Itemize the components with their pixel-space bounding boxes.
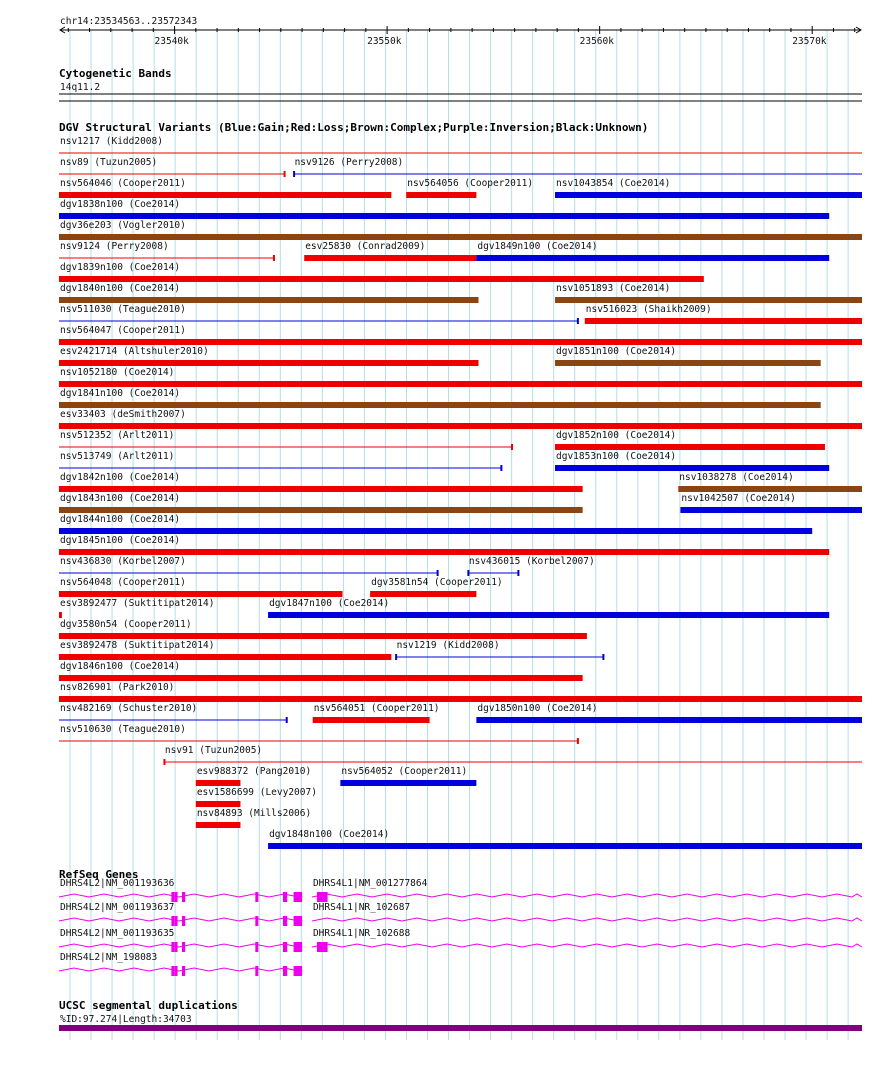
dgv-variant[interactable] [59, 724, 578, 744]
ruler-tick-label: 23550k [367, 36, 402, 47]
refseq-exon [283, 942, 287, 952]
dgv-variant-bar [585, 318, 862, 324]
refseq-intron-line [59, 918, 302, 921]
dgv-variant-bar [196, 780, 241, 786]
dgv-variant-bar [304, 255, 476, 261]
dgv-variant[interactable] [196, 808, 311, 828]
dgv-variant-bar [59, 213, 829, 219]
dgv-variant-bar [59, 528, 812, 534]
dgv-variant[interactable] [59, 619, 587, 639]
refseq-exon [255, 916, 258, 926]
dgv-variant[interactable] [406, 178, 533, 198]
dgv-variant[interactable] [59, 472, 583, 492]
dgv-variant-bar [340, 780, 476, 786]
cyto-band-label[interactable]: 14q11.2 [60, 82, 101, 93]
dgv-variant[interactable] [268, 598, 829, 618]
refseq-exon [175, 942, 178, 952]
dgv-track [59, 136, 862, 849]
dgv-variant-label: dgv3581n54 (Cooper2011) [371, 577, 503, 588]
dgv-variant-label: nsv1042507 (Coe2014) [681, 493, 796, 504]
dgv-variant-label: nsv826901 (Park2010) [60, 682, 175, 693]
dgv-variant-label: dgv1839n100 (Coe2014) [60, 262, 181, 273]
refseq-transcript-label: DHRS4L2|NM_001193635 [60, 928, 175, 939]
dgv-variant[interactable] [59, 283, 479, 303]
refseq-exon [317, 942, 328, 952]
dgv-variant[interactable] [59, 241, 274, 261]
dgv-variant[interactable] [59, 598, 214, 618]
refseq-transcript[interactable] [59, 952, 302, 976]
dgv-variant[interactable] [678, 472, 862, 492]
refseq-exon [171, 916, 174, 926]
dgv-variant-label: nsv9126 (Perry2008) [294, 157, 404, 168]
dgv-variant-bar [406, 192, 476, 198]
dgv-variant-label: nsv1052180 (Coe2014) [60, 367, 175, 378]
dgv-variant-bar [59, 633, 587, 639]
refseq-transcript[interactable] [59, 878, 302, 902]
dgv-variant[interactable] [555, 430, 825, 450]
dgv-variant-bar [59, 276, 704, 282]
dgv-variant-label: nsv1219 (Kidd2008) [396, 640, 500, 651]
dgv-variant[interactable] [59, 325, 862, 345]
dgv-variant[interactable] [468, 556, 595, 576]
position-label: chr14:23534563..23572343 [60, 16, 198, 27]
segdup-track-title: UCSC segmental duplications [59, 999, 238, 1012]
refseq-transcript[interactable] [59, 902, 302, 926]
dgv-variant-bar [59, 381, 862, 387]
dgv-variant[interactable] [476, 241, 829, 261]
refseq-exon [294, 942, 303, 952]
refseq-transcript[interactable] [59, 928, 302, 952]
dgv-variant-label: nsv1217 (Kidd2008) [60, 136, 163, 147]
dgv-variant-label: dgv36e203 (Vogler2010) [60, 220, 186, 231]
dgv-variant-bar [59, 339, 862, 345]
dgv-variant[interactable] [59, 388, 821, 408]
dgv-variant-bar [59, 507, 583, 513]
dgv-variant[interactable] [59, 136, 862, 153]
dgv-variant[interactable] [680, 493, 862, 513]
refseq-exon [255, 942, 258, 952]
refseq-transcript[interactable] [312, 902, 862, 921]
refseq-exon [294, 892, 303, 902]
refseq-exon [175, 892, 178, 902]
dgv-variant[interactable] [59, 556, 438, 576]
dgv-variant-label: nsv436015 (Korbel2007) [468, 556, 595, 567]
dgv-variant-label: nsv9124 (Perry2008) [60, 241, 169, 252]
dgv-variant-label: dgv1848n100 (Coe2014) [269, 829, 390, 840]
dgv-variant-label: nsv564046 (Cooper2011) [60, 178, 186, 189]
refseq-track [59, 878, 862, 976]
dgv-variant[interactable] [59, 199, 829, 219]
dgv-variant-label: dgv1843n100 (Coe2014) [60, 493, 181, 504]
dgv-variant-label: dgv1847n100 (Coe2014) [269, 598, 390, 609]
refseq-transcript-label: DHRS4L1|NM_001277864 [312, 878, 428, 889]
refseq-exon [182, 916, 185, 926]
refseq-intron-line [59, 894, 302, 897]
dgv-variant-bar [370, 591, 476, 597]
dgv-variant-label: dgv1844n100 (Coe2014) [60, 514, 181, 525]
dgv-variant[interactable] [59, 493, 583, 513]
dgv-variant[interactable] [585, 304, 862, 324]
dgv-variant-label: nsv510630 (Teague2010) [60, 724, 186, 735]
dgv-variant-label: nsv516023 (Shaikh2009) [585, 304, 712, 315]
dgv-variant-label: dgv1849n100 (Coe2014) [477, 241, 598, 252]
dgv-variant-bar [268, 843, 862, 849]
refseq-transcript[interactable] [312, 878, 862, 902]
dgv-variant-label: dgv1853n100 (Coe2014) [556, 451, 677, 462]
dgv-variant-bar [555, 192, 862, 198]
segdup-feature[interactable] [59, 1025, 862, 1031]
dgv-variant[interactable] [59, 304, 578, 324]
dgv-variant-label: dgv1842n100 (Coe2014) [60, 472, 181, 483]
cyto-track-title: Cytogenetic Bands [59, 67, 172, 80]
dgv-variant-bar [476, 717, 862, 723]
dgv-variant-bar [59, 360, 479, 366]
dgv-variant[interactable] [59, 430, 513, 450]
refseq-exon [255, 892, 258, 902]
dgv-variant[interactable] [268, 829, 862, 849]
dgv-variant[interactable] [340, 766, 476, 786]
dgv-variant-label: dgv1852n100 (Coe2014) [556, 430, 677, 441]
dgv-variant-bar [59, 486, 583, 492]
dgv-variant-bar [59, 192, 391, 198]
dgv-variant-bar [555, 297, 862, 303]
dgv-variant-label: nsv1051893 (Coe2014) [556, 283, 671, 294]
refseq-exon [182, 942, 185, 952]
dgv-variant-label: esv2421714 (Altshuler2010) [60, 346, 209, 357]
refseq-exon [171, 892, 174, 902]
dgv-variant-label: dgv1838n100 (Coe2014) [60, 199, 181, 210]
dgv-variant-label: nsv512352 (Arlt2011) [60, 430, 175, 441]
refseq-exon [255, 966, 258, 976]
dgv-variant-bar [59, 675, 583, 681]
dgv-variant-label: nsv513749 (Arlt2011) [60, 451, 175, 462]
dgv-variant-bar [313, 717, 430, 723]
dgv-variant-label: dgv1846n100 (Coe2014) [60, 661, 181, 672]
dgv-variant-label: nsv89 (Tuzun2005) [60, 157, 158, 168]
dgv-variant-label: esv25830 (Conrad2009) [305, 241, 426, 252]
dgv-variant[interactable] [59, 409, 862, 429]
dgv-variant-label: dgv1850n100 (Coe2014) [477, 703, 598, 714]
dgv-variant-label: nsv436830 (Korbel2007) [60, 556, 186, 567]
dgv-variant-bar [476, 255, 829, 261]
dgv-variant-bar [59, 549, 829, 555]
dgv-variant-label: dgv1841n100 (Coe2014) [60, 388, 181, 399]
dgv-variant[interactable] [304, 241, 476, 261]
refseq-track-title: RefSeq Genes [59, 868, 139, 881]
dgv-variant-label: nsv564048 (Cooper2011) [60, 577, 186, 588]
dgv-variant-label: nsv511030 (Teague2010) [60, 304, 186, 315]
ruler-tick-label: 23570k [792, 36, 827, 47]
dgv-variant-label: esv33403 (deSmith2007) [60, 409, 186, 420]
refseq-transcript-label: DHRS4L1|NR_102688 [312, 928, 411, 939]
dgv-variant-bar [59, 612, 62, 618]
dgv-variant-label: dgv1851n100 (Coe2014) [556, 346, 677, 357]
ruler[interactable] [60, 26, 861, 47]
dgv-variant-label: dgv1840n100 (Coe2014) [60, 283, 181, 294]
dgv-variant[interactable] [59, 514, 812, 534]
dgv-variant[interactable] [59, 178, 391, 198]
dgv-variant-bar [268, 612, 829, 618]
dgv-variant-label: nsv91 (Tuzun2005) [164, 745, 263, 756]
dgv-variant[interactable] [59, 661, 583, 681]
refseq-exon [175, 916, 178, 926]
dgv-variant-label: nsv1038278 (Coe2014) [679, 472, 794, 483]
refseq-exon [294, 916, 303, 926]
dgv-variant[interactable] [396, 640, 604, 660]
dgv-variant-label: nsv564051 (Cooper2011) [313, 703, 440, 714]
refseq-transcript-label: DHRS4L2|NM_001193636 [60, 878, 175, 889]
refseq-exon [182, 966, 185, 976]
refseq-transcript[interactable] [312, 928, 862, 952]
dgv-variant-bar [680, 507, 862, 513]
dgv-variant-label: esv3892478 (Suktitipat2014) [60, 640, 215, 651]
dgv-variant[interactable] [164, 745, 862, 765]
dgv-variant[interactable] [555, 346, 821, 366]
dgv-variant[interactable] [555, 283, 862, 303]
refseq-exon [283, 892, 287, 902]
dgv-variant-label: esv3892477 (Suktitipat2014) [60, 598, 215, 609]
refseq-intron-line [312, 918, 862, 921]
dgv-variant-bar [59, 423, 862, 429]
dgv-variant[interactable] [59, 157, 285, 177]
dgv-track-title: DGV Structural Variants (Blue:Gain;Red:Loss;Brown:Complex;Purple:Inversion;Black:Unknown) [59, 121, 649, 134]
refseq-exon [283, 966, 287, 976]
refseq-exon [294, 966, 303, 976]
dgv-variant[interactable] [370, 577, 503, 597]
refseq-exon [171, 966, 174, 976]
dgv-variant[interactable] [59, 367, 862, 387]
dgv-variant[interactable] [313, 703, 440, 723]
dgv-variant-bar [59, 402, 821, 408]
dgv-variant[interactable] [555, 178, 862, 198]
dgv-variant-label: esv988372 (Pang2010) [196, 766, 312, 777]
dgv-variant[interactable] [59, 682, 862, 702]
dgv-variant-bar [59, 654, 391, 660]
segdup-label[interactable]: %ID:97.274|Length:34703 [60, 1014, 192, 1025]
dgv-variant[interactable] [59, 577, 342, 597]
dgv-variant-bar [555, 465, 829, 471]
dgv-variant[interactable] [196, 787, 317, 807]
dgv-variant-bar [59, 696, 862, 702]
dgv-variant[interactable] [59, 262, 704, 282]
refseq-exon [175, 966, 178, 976]
dgv-variant-label: nsv84893 (Mills2006) [196, 808, 312, 819]
dgv-variant[interactable] [59, 220, 862, 240]
dgv-variant-bar [59, 297, 479, 303]
refseq-intron-line [59, 944, 302, 947]
refseq-exon [317, 892, 328, 902]
dgv-variant-label: nsv564056 (Cooper2011) [407, 178, 534, 189]
ruler-tick-label: 23560k [579, 36, 614, 47]
refseq-transcript-label: DHRS4L2|NM_198083 [60, 952, 158, 963]
refseq-intron-line [312, 894, 862, 897]
dgv-variant-label: nsv564052 (Cooper2011) [341, 766, 468, 777]
dgv-variant[interactable] [59, 640, 391, 660]
dgv-variant-label: nsv482169 (Schuster2010) [60, 703, 198, 714]
dgv-variant[interactable] [555, 451, 829, 471]
refseq-exon [283, 916, 287, 926]
refseq-exon [182, 892, 185, 902]
refseq-exon [171, 942, 174, 952]
dgv-variant-label: dgv3580n54 (Cooper2011) [60, 619, 192, 630]
ruler-tick-label: 23540k [154, 36, 189, 47]
dgv-variant-bar [555, 444, 825, 450]
dgv-variant-bar [555, 360, 821, 366]
dgv-variant-label: nsv564047 (Cooper2011) [60, 325, 186, 336]
refseq-transcript-label: DHRS4L2|NM_001193637 [60, 902, 175, 913]
refseq-intron-line [312, 944, 862, 947]
dgv-variant-bar [196, 822, 241, 828]
dgv-variant-label: dgv1845n100 (Coe2014) [60, 535, 181, 546]
dgv-variant-bar [678, 486, 862, 492]
dgv-variant-label: esv1586699 (Levy2007) [196, 787, 317, 798]
dgv-variant[interactable] [476, 703, 862, 723]
dgv-variant-label: nsv1043854 (Coe2014) [556, 178, 671, 189]
dgv-variant[interactable] [294, 157, 862, 177]
dgv-variant-bar [59, 234, 862, 240]
dgv-variant-bar [59, 591, 342, 597]
dgv-variant-bar [196, 801, 241, 807]
dgv-variant[interactable] [59, 346, 479, 366]
refseq-transcript-label: DHRS4L1|NR_102687 [312, 902, 411, 913]
dgv-variant[interactable] [59, 703, 287, 723]
dgv-variant[interactable] [196, 766, 311, 786]
dgv-variant[interactable] [59, 535, 829, 555]
refseq-intron-line [59, 968, 302, 971]
